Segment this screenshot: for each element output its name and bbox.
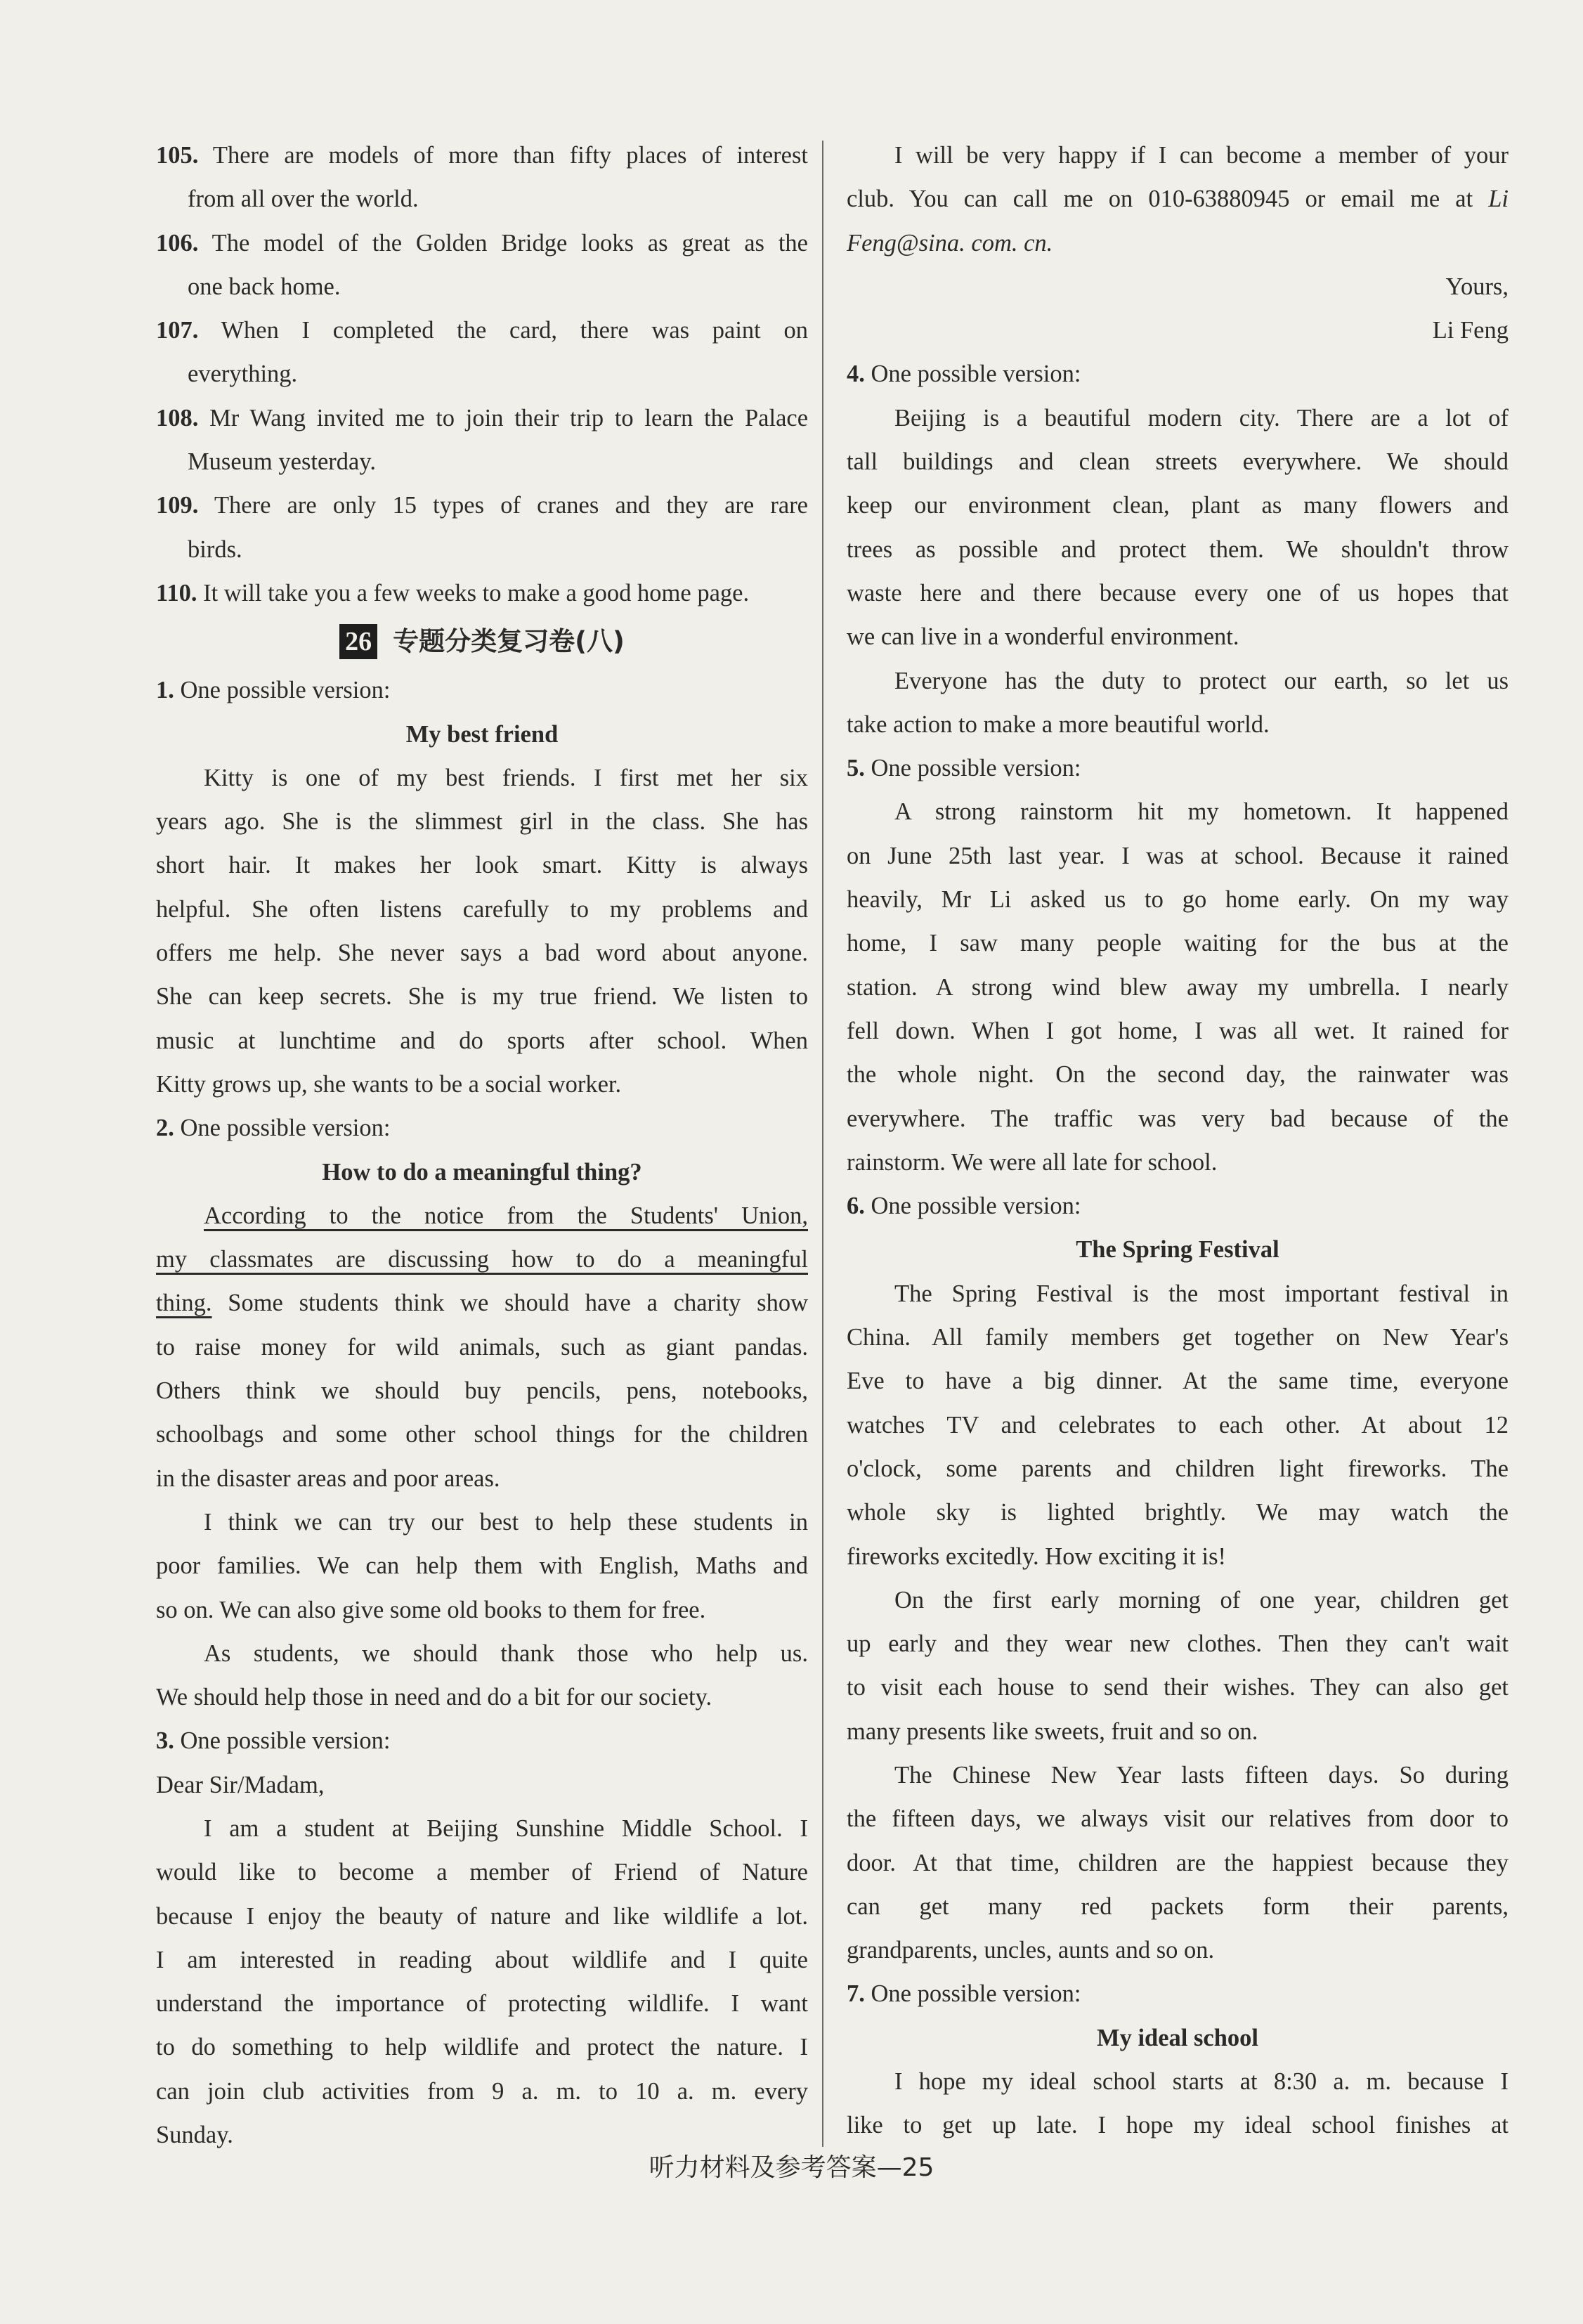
essay-line: I am interested in reading about wildlife and I quite xyxy=(156,1946,808,1973)
essay-line: short hair. It makes her look smart. Kitty is always xyxy=(156,852,808,879)
essay-line: years ago. She is the slimmest girl in the class. She has xyxy=(156,808,808,836)
answer-108 xyxy=(156,396,808,484)
question-5 xyxy=(847,746,1509,1184)
section-badge: 26 xyxy=(339,624,377,659)
section-title: 专题分类复习卷(八) xyxy=(393,626,625,657)
essay-line: home, I saw many people waiting for the bus at the xyxy=(847,930,1509,957)
item-number: 106. xyxy=(156,229,199,257)
essay-line: can get many red packets form their parents, xyxy=(847,1893,1509,1920)
essay-line: The Spring Festival is the most important festival in xyxy=(894,1280,1509,1307)
question-label: One possible version: xyxy=(871,1193,1081,1220)
essay-line: whole sky is lighted brightly. We may watch the xyxy=(847,1499,1509,1526)
essay-line: o'clock, some parents and children light fireworks. The xyxy=(847,1455,1509,1482)
question-3-continued xyxy=(847,134,1509,352)
essay-line: everywhere. The traffic was very bad because of the xyxy=(847,1105,1509,1132)
essay-text: Some students think we should have a charity show xyxy=(211,1290,808,1317)
essay-title: My best friend xyxy=(405,720,559,748)
essay-title: How to do a meaningful thing? xyxy=(322,1158,642,1186)
essay-line: to do something to help wildlife and protect the nature. I xyxy=(156,2034,808,2061)
essay-line: Beijing is a beautiful modern city. There are a lot of xyxy=(894,404,1509,431)
item-number: 107. xyxy=(156,317,199,344)
question-3 xyxy=(156,1719,808,2157)
essay-line: As students, we should thank those who help us. xyxy=(204,1640,808,1667)
letter-greeting: Dear Sir/Madam, xyxy=(156,1771,325,1798)
essay-line: so on. We can also give some old books to them for free. xyxy=(156,1596,706,1623)
item-number: 105. xyxy=(156,142,199,169)
essay-line: up early and they wear new clothes. Then they can't wait xyxy=(847,1630,1509,1658)
section-header xyxy=(156,616,808,667)
essay-line: in the disaster areas and poor areas. xyxy=(156,1465,500,1492)
item-text: from all over the world. xyxy=(188,186,419,213)
item-text: There are models of more than fifty places of interest xyxy=(212,142,808,169)
answer-110 xyxy=(156,571,808,615)
essay-line: to visit each house to send their wishes. They can also get xyxy=(847,1674,1509,1701)
right-column xyxy=(847,134,1509,2148)
item-text: There are only 15 types of cranes and they are rare xyxy=(214,492,808,519)
item-text: everything. xyxy=(188,361,298,388)
essay-line: poor families. We can help them with English, Maths and xyxy=(156,1552,808,1580)
question-number: 2. xyxy=(156,1115,174,1142)
essay-line: We should help those in need and do a bit for our society. xyxy=(156,1684,712,1711)
essay-line: music at lunchtime and do sports after school. When xyxy=(156,1027,808,1054)
essay-line: would like to become a member of Friend of Nature xyxy=(156,1859,808,1886)
question-4 xyxy=(847,352,1509,746)
essay-line: schoolbags and some other school things for the children xyxy=(156,1421,808,1448)
essay-line: take action to make a more beautiful world. xyxy=(847,710,1270,738)
essay-line: Eve to have a big dinner. At the same time, everyone xyxy=(847,1368,1509,1395)
essay-line: The Chinese New Year lasts fifteen days. So during xyxy=(894,1761,1509,1789)
essay-line: like to get up late. I hope my ideal school finishes at xyxy=(847,2112,1509,2139)
question-label: One possible version: xyxy=(871,755,1081,782)
question-number: 3. xyxy=(156,1727,174,1755)
essay-line: I will be very happy if I can become a member of your xyxy=(894,142,1509,169)
essay-line: waste here and there because every one of us hopes that xyxy=(847,579,1509,606)
item-text: When I completed the card, there was paint on xyxy=(221,317,808,344)
answer-105 xyxy=(156,134,808,221)
column-divider xyxy=(822,141,823,2147)
essay-line: China. All family members get together on New Year's xyxy=(847,1324,1509,1351)
question-number: 6. xyxy=(847,1193,865,1220)
letter-closing: Yours, xyxy=(1445,273,1509,300)
essay-line: can join club activities from 9 a. m. to 10 a. m. every xyxy=(156,2077,808,2105)
essay-line: to raise money for wild animals, such as giant pandas. xyxy=(156,1333,808,1361)
essay-line: many presents like sweets, fruit and so on. xyxy=(847,1718,1258,1745)
email-text: Li xyxy=(1488,186,1509,213)
essay-line: helpful. She often listens carefully to my problems and xyxy=(156,895,808,923)
underlined-text: my classmates are discussing how to do a meaningful xyxy=(156,1246,808,1273)
item-text: birds. xyxy=(188,535,242,563)
question-number: 7. xyxy=(847,1980,865,2008)
essay-line: heavily, Mr Li asked us to go home early. On my way xyxy=(847,886,1509,914)
question-2 xyxy=(156,1106,808,1719)
question-label: One possible version: xyxy=(180,1727,391,1755)
letter-signature: Li Feng xyxy=(1432,317,1509,344)
essay-title: The Spring Festival xyxy=(1076,1236,1279,1264)
question-label: One possible version: xyxy=(180,677,391,704)
essay-line: on June 25th last year. I was at school. Because it rained xyxy=(847,842,1509,869)
question-number: 4. xyxy=(847,361,865,388)
item-text: The model of the Golden Bridge looks as great as the xyxy=(211,229,808,257)
question-label: One possible version: xyxy=(871,1980,1081,2008)
item-text: It will take you a few weeks to make a good home page. xyxy=(203,579,750,606)
essay-line: On the first early morning of one year, children get xyxy=(894,1586,1509,1614)
question-label: One possible version: xyxy=(180,1115,391,1142)
essay-line: fireworks excitedly. How exciting it is! xyxy=(847,1543,1227,1570)
essay-line: Sunday. xyxy=(156,2122,233,2149)
essay-line: I am a student at Beijing Sunshine Middle School. I xyxy=(204,1815,808,1842)
item-number: 109. xyxy=(156,492,199,519)
essay-title: My ideal school xyxy=(1097,2024,1258,2051)
essay-line: A strong rainstorm hit my hometown. It happened xyxy=(894,798,1509,826)
question-number: 1. xyxy=(156,677,174,704)
answer-106 xyxy=(156,221,808,309)
essay-line: rainstorm. We were all late for school. xyxy=(847,1148,1218,1176)
essay-line: fell down. When I got home, I was all wet. It rained for xyxy=(847,1017,1509,1044)
essay-line: watches TV and celebrates to each other. At about 12 xyxy=(847,1411,1509,1439)
essay-line: understand the importance of protecting wildlife. I want xyxy=(156,1990,808,2018)
essay-line: because I enjoy the beauty of nature and like wildlife a lot. xyxy=(156,1902,808,1930)
essay-line: Others think we should buy pencils, pens, notebooks, xyxy=(156,1377,808,1405)
essay-line: grandparents, uncles, aunts and so on. xyxy=(847,1937,1215,1964)
essay-line: I hope my ideal school starts at 8:30 a. m. because I xyxy=(894,2068,1509,2096)
essay-line: station. A strong wind blew away my umbrella. I nearly xyxy=(847,973,1509,1001)
underlined-text: According to the notice from the Students' Union, xyxy=(204,1202,808,1229)
left-column xyxy=(156,134,808,2157)
question-1 xyxy=(156,668,808,1106)
item-text: Mr Wang invited me to join their trip to learn the Palace xyxy=(209,404,809,431)
page-footer: 听力材料及参考答案—25 xyxy=(649,2153,934,2182)
essay-text: club. You can call me on 010-63880945 or email me at xyxy=(847,186,1489,213)
essay-line: Kitty grows up, she wants to be a social worker. xyxy=(156,1070,622,1098)
question-6 xyxy=(847,1184,1509,1972)
essay-line: tall buildings and clean streets everywhere. We should xyxy=(847,448,1509,476)
essay-line: Everyone has the duty to protect our earth, so let us xyxy=(894,667,1509,694)
underlined-text: thing. xyxy=(156,1290,212,1317)
essay-line: I think we can try our best to help these students in xyxy=(204,1508,808,1536)
item-number: 110. xyxy=(156,579,197,606)
essay-line: offers me help. She never says a bad word about anyone. xyxy=(156,940,808,967)
answer-107 xyxy=(156,309,808,396)
essay-line: She can keep secrets. She is my true friend. We listen to xyxy=(156,983,808,1011)
essay-line: we can live in a wonderful environment. xyxy=(847,623,1239,651)
item-number: 108. xyxy=(156,404,199,431)
answer-109 xyxy=(156,483,808,571)
item-text: Museum yesterday. xyxy=(188,448,376,476)
question-label: One possible version: xyxy=(871,361,1081,388)
essay-line: trees as possible and protect them. We shouldn't throw xyxy=(847,535,1509,563)
email-text: Feng@sina. com. cn. xyxy=(847,229,1053,257)
item-text: one back home. xyxy=(188,273,341,300)
essay-line: the fifteen days, we always visit our relatives from door to xyxy=(847,1805,1509,1833)
essay-line: Kitty is one of my best friends. I first met her six xyxy=(204,764,808,791)
question-7 xyxy=(847,1972,1509,2147)
essay-line: the whole night. On the second day, the rainwater was xyxy=(847,1061,1509,1089)
essay-line: door. At that time, children are the happiest because they xyxy=(847,1849,1509,1876)
question-number: 5. xyxy=(847,755,865,782)
essay-line: keep our environment clean, plant as many flowers and xyxy=(847,492,1509,519)
